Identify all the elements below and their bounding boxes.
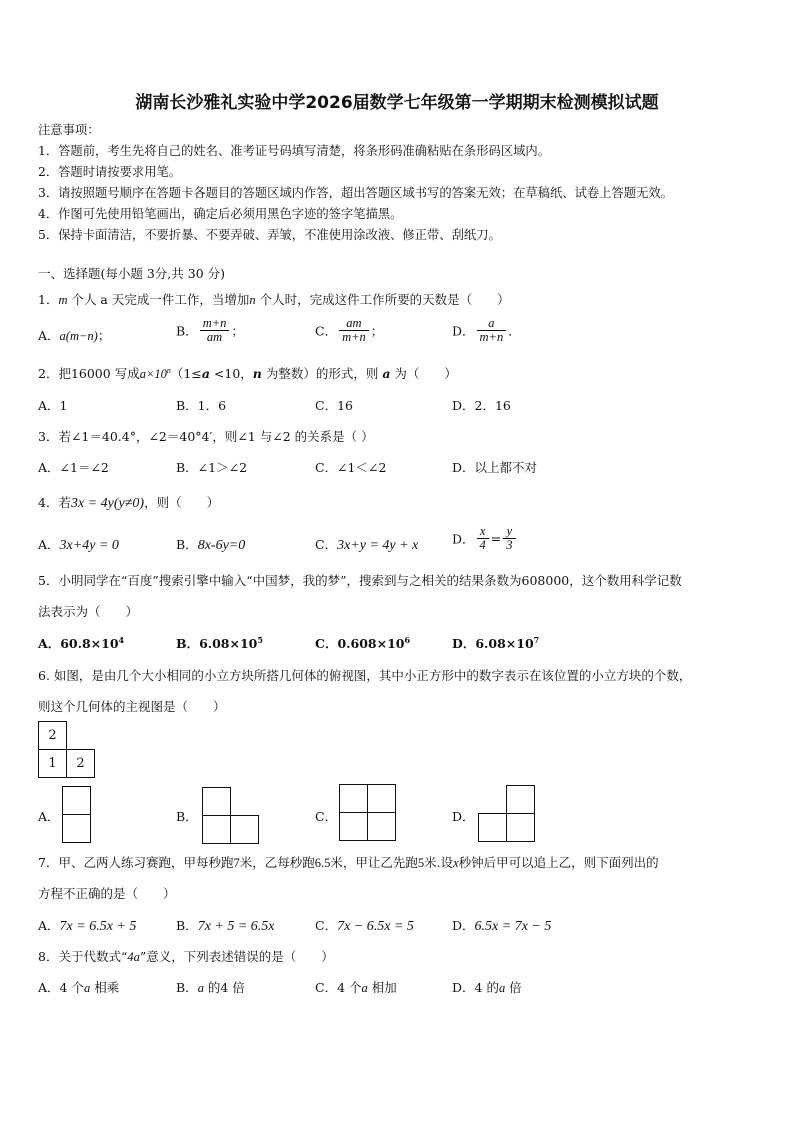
question-6-option-c-label: C． (315, 809, 338, 824)
question-5-option-d: D．$6.08\times 10^7$ (452, 634, 540, 651)
figure-square (62, 814, 91, 843)
figure-square (62, 786, 91, 815)
question-7-option-d: D．6.5x = 7x − 5 (452, 918, 552, 934)
grid-cell: 2 (66, 749, 95, 778)
note-item: 1．答题前，考生先将自己的姓名、准考证号码填写清楚，将条形码准确粘贴在条形码区域内。 (38, 144, 550, 158)
question-8-stem: 8．关于代数式“4a”意义，下列表述错误的是（ ） (38, 949, 334, 964)
question-3-option-a: A．∠1＝∠2 (38, 460, 109, 475)
question-3-option-b: B．∠1＞∠2 (176, 460, 248, 475)
question-8-option-a: A．4 个a 相乘 (38, 980, 120, 995)
question-6-option-a-label: A． (38, 809, 60, 824)
question-6-option-d-label: D． (452, 809, 475, 824)
question-4-option-c: C．3x+y = 4y + x (315, 537, 419, 553)
note-item: 2．答题时请按要求用笔。 (38, 165, 182, 179)
question-5-line-2: 法表示为（ ） (38, 604, 139, 619)
question-3-stem: 3．若∠1＝40.4°，∠2＝40°4′，则∠1 与∠2 的关系是（ ） (38, 429, 374, 444)
question-6-line-2: 则这个几何体的主视图是（ ） (38, 699, 226, 714)
grid-cell: 1 (38, 749, 67, 778)
figure-square (506, 785, 535, 814)
section-heading: 一、选择题(每小题 3分,共 30 分) (38, 266, 226, 281)
note-item: 5．保持卡面清洁，不要折暴、不要弄破、弄皱，不准使用涂改液、修正带、刮纸刀。 (38, 228, 501, 242)
question-2-stem: 2．把16000 写成$a\times 10^n(1\le a <10$，n 为整数）的形式，则 a 为（ ） (38, 365, 457, 381)
figure-square (478, 813, 507, 842)
question-1-option-c: C． $\frac{am}{m+n}$ ； (315, 316, 384, 345)
question-4-option-b: B．8x-6y=0 (176, 537, 246, 553)
figure-square (506, 813, 535, 842)
figure-square (367, 812, 396, 841)
question-5-option-a: A．$60.8\times 10^4$ (38, 634, 125, 651)
note-item: 4．作图可先使用铅笔画出，确定后必须用黑色字迹的签字笔描黑。 (38, 207, 403, 221)
question-1-stem: 1．m 个人 a 天完成一件工作，当增加n 个人时，完成这件工作所要的天数是（ ） (38, 292, 510, 307)
question-6-option-b-label: B． (176, 809, 198, 824)
question-4-stem: 4．若3x = 4y(y≠0)，则（ ） (38, 495, 220, 511)
figure-square (367, 784, 396, 813)
question-7-option-b: B．7x + 5 = 6.5x (176, 918, 275, 934)
notes-heading: 注意事项： (38, 123, 100, 137)
figure-square (339, 784, 368, 813)
question-6-line-1: 6. 如图，是由几个大小相同的小立方块所搭几何体的俯视图，其中小正方形中的数字表示在该位置的小立方块的个数， (38, 668, 692, 683)
question-1-option-d: D． $\frac{a}{m+n}$ ． (452, 316, 521, 345)
question-7-option-a: A．7x = 6.5x + 5 (38, 918, 137, 934)
figure-square (202, 787, 231, 816)
note-item: 3．请按照题号顺序在答题卡各题目的答题区域内作答，超出答题区域书写的答案无效；在草稿纸、试卷上答题无效。 (38, 186, 673, 200)
question-3-option-c: C．∠1＜∠2 (315, 460, 387, 475)
question-2-option-a: A．1 (38, 398, 68, 413)
question-1-option-a: A．a(m−n)； (38, 328, 111, 343)
figure-square (339, 812, 368, 841)
question-2-option-b: B．1．6 (176, 398, 227, 413)
grid-cell: 2 (38, 721, 67, 750)
question-2-option-d: D．2．16 (452, 398, 511, 413)
question-5-option-c: C．$0.608\times 10^6$ (315, 634, 411, 651)
question-7-line-1: 7．甲、乙两人练习赛跑，甲每秒跑7米，乙每秒跑6.5米，甲让乙先跑5米.设x秒钟后甲可以追上乙，则下面列出的 (38, 855, 659, 870)
question-5-option-b: B．$6.08\times 10^5$ (176, 634, 263, 651)
question-1-option-b: B． $\frac{m+n}{am}$ ； (176, 316, 244, 345)
question-7-option-c: C．7x − 6.5x = 5 (315, 918, 414, 934)
question-2-option-c: C．16 (315, 398, 353, 413)
figure-square (230, 815, 259, 844)
question-8-option-c: C．4 个a 相加 (315, 980, 397, 995)
figure-square (202, 815, 231, 844)
question-4-option-d: D． $\frac{x}{4}$ = $\frac{y}{3}$ (452, 525, 518, 552)
question-7-line-2: 方程不正确的是（ ） (38, 886, 176, 901)
page-title: 湖南长沙雅礼实验中学2026届数学七年级第一学期期末检测模拟试题 (135, 93, 659, 113)
question-4-option-a: A．3x+4y = 0 (38, 537, 119, 553)
question-8-option-d: D．4 的a 倍 (452, 980, 522, 995)
question-3-option-d: D．以上都不对 (452, 460, 538, 475)
question-8-option-b: B．a 的4 倍 (176, 980, 245, 995)
question-5-line-1: 5．小明同学在“百度”搜索引擎中输入“中国梦，我的梦”，搜索到与之相关的结果条数为608000，这个数用科学记数 (38, 573, 682, 588)
